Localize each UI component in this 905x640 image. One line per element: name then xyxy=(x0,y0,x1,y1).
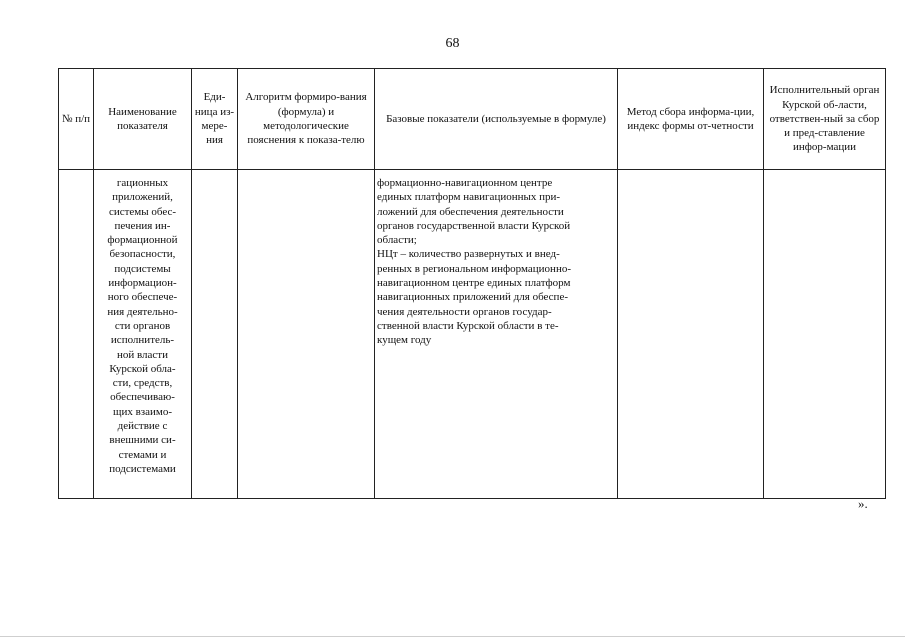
base-line: чения деятельности органов государ- xyxy=(377,305,552,318)
base-line: области; xyxy=(377,234,417,247)
table-row xyxy=(59,170,886,499)
name-line: системы обес- xyxy=(108,205,177,218)
cell-collection-method xyxy=(618,170,764,499)
header-base-indicators: Базовые показатели (используемые в формуле) xyxy=(375,69,618,170)
base-line: навигационном центре единых платформ xyxy=(377,277,571,290)
page-number: 68 xyxy=(445,36,460,51)
name-line: ния деятельно- xyxy=(107,305,178,318)
name-line: внешними си- xyxy=(109,434,176,447)
header-collection-method: Метод сбора информа-ции, индекс формы от-четности xyxy=(618,69,764,170)
name-line: щих взаимо- xyxy=(112,405,173,418)
name-line: Курской обла- xyxy=(109,362,176,375)
name-line: ного обеспече- xyxy=(107,291,178,304)
header-responsible-executor: Исполнительный орган Курской об-ласти, ответствен-ный за сбор и пред-ставление инфор-мации xyxy=(764,69,886,170)
base-line: ложений для обеспечения деятельности xyxy=(377,205,564,218)
base-line: органов государственной власти Курской xyxy=(377,219,571,232)
name-line: подсистемами xyxy=(109,462,176,475)
name-line: исполнитель- xyxy=(110,334,175,347)
name-line: гационных xyxy=(116,177,169,189)
header-number: № п/п xyxy=(59,69,94,170)
name-line: информацион- xyxy=(108,277,177,290)
base-line: ренных в региональном информационно- xyxy=(377,262,571,275)
name-line: обеспечиваю- xyxy=(110,391,175,404)
base-line: единых платформ навигационных при- xyxy=(377,191,561,204)
header-algorithm: Алгоритм формиро-вания (формула) и методологические пояснения к показа-телю xyxy=(238,69,375,170)
name-line: сти органов xyxy=(114,319,171,332)
scan-edge-line xyxy=(0,636,905,637)
base-line: навигационных приложений для обеспе- xyxy=(377,291,568,304)
cell-base-indicators xyxy=(375,170,618,499)
cell-responsible-executor xyxy=(764,170,886,499)
base-line: НЦт – количество развернутых и внед- xyxy=(377,248,560,261)
cell-algorithm xyxy=(238,170,375,499)
header-indicator-name: Наименование показателя xyxy=(94,69,192,170)
name-line: безопасности, xyxy=(109,248,176,261)
base-line: кущем году xyxy=(377,334,432,347)
name-line: формационной xyxy=(107,234,178,247)
base-line: формационно-навигационном центре xyxy=(377,177,553,189)
cell-indicator-name xyxy=(94,170,192,499)
name-line: подсистемы xyxy=(114,262,171,275)
name-line: стемами и xyxy=(118,448,167,461)
indicator-table xyxy=(58,68,886,499)
base-line: ственной власти Курской области в те- xyxy=(377,319,559,332)
name-line: действие с xyxy=(117,420,168,433)
name-line: приложений, xyxy=(112,191,173,204)
header-unit: Еди-ница из-мере-ния xyxy=(192,69,238,170)
closing-quote-mark: ». xyxy=(858,496,868,511)
cell-number xyxy=(59,170,94,499)
table-header-row xyxy=(59,69,886,170)
name-line: ной власти xyxy=(116,348,169,361)
name-line: сти, средств, xyxy=(112,377,173,390)
name-line: печения ин- xyxy=(114,219,171,232)
cell-unit xyxy=(192,170,238,499)
